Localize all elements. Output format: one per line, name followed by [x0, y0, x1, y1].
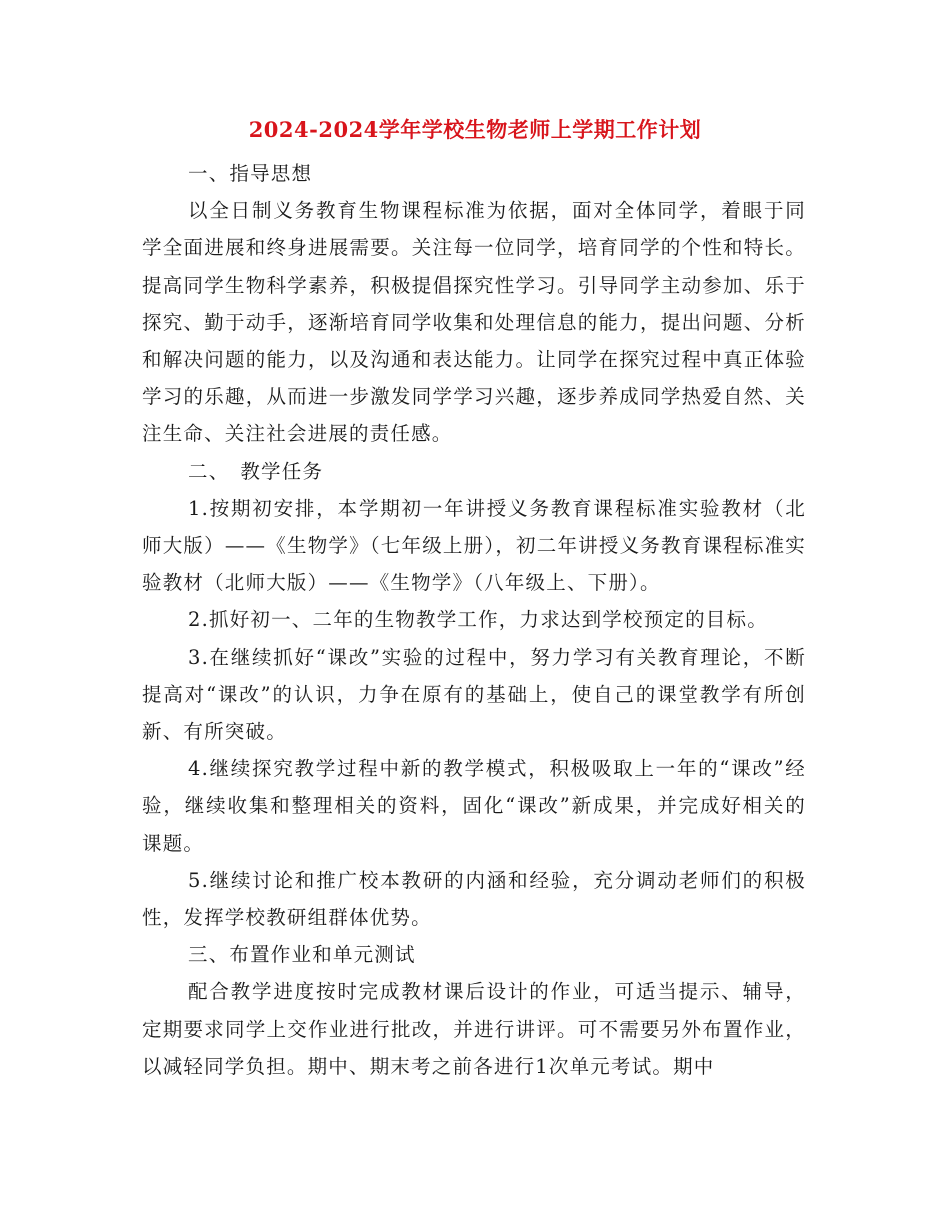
task-item-5: 5.继续讨论和推广校本教研的内涵和经验，充分调动老师们的积极性，发挥学校教研组群体优势。 [142, 868, 806, 930]
paragraph-guiding-ideology: 以全日制义务教育生物课程标准为依据，面对全体同学，着眼于同学全面进展和终身进展需要。关注每一位同学，培育同学的个性和特长。提高同学生物科学素养，积极提倡探究性学习。引导同学主动参加、乐于探究、勤于动手，逐渐培育同学收集和处理信息的能力，提出问题、分析和解决问题的能力，以及沟通和表达能力。让同学在探究过程中真正体验学习的乐趣，从而进一步激发同学学习兴趣，逐步养成同学热爱自然、关注生命、关注社会进展的责任感。 [142, 199, 806, 446]
document-title: 2024-2024学年学校生物老师上学期工作计划 [248, 117, 702, 142]
task-item-1: 1.按期初安排，本学期初一年讲授义务教育课程标准实验教材（北师大版）——《生物学》（七年级上册），初二年讲授义务教育课程标准实验教材（北师大版）——《生物学》（八年级上、下册）。 [142, 496, 806, 595]
task-item-2: 2.抓好初一、二年的生物教学工作，力求达到学校预定的目标。 [188, 608, 768, 632]
section-heading-homework-tests: 三、布置作业和单元测试 [188, 943, 416, 967]
task-item-3: 3.在继续抓好“课改”实验的过程中，努力学习有关教育理论，不断提高对“课改”的认识，力争在原有的基础上，使自己的课堂教学有所创新、有所突破。 [142, 645, 806, 744]
section-heading-guiding-ideology: 一、指导思想 [188, 162, 313, 185]
paragraph-homework-tests: 配合教学进度按时完成教材课后设计的作业，可适当提示、辅导，定期要求同学上交作业进行批改，并进行讲评。可不需要另外布置作业，以减轻同学负担。期中、期末考之前各进行1次单元考试。期中 [142, 980, 806, 1078]
task-item-4: 4.继续探究教学过程中新的教学模式，积极吸取上一年的“课改”经验，继续收集和整理相关的资料，固化“课改”新成果，并完成好相关的课题。 [142, 757, 806, 855]
document-body [142, 155, 806, 1085]
section-heading-teaching-tasks: 二、 教学任务 [188, 459, 324, 483]
